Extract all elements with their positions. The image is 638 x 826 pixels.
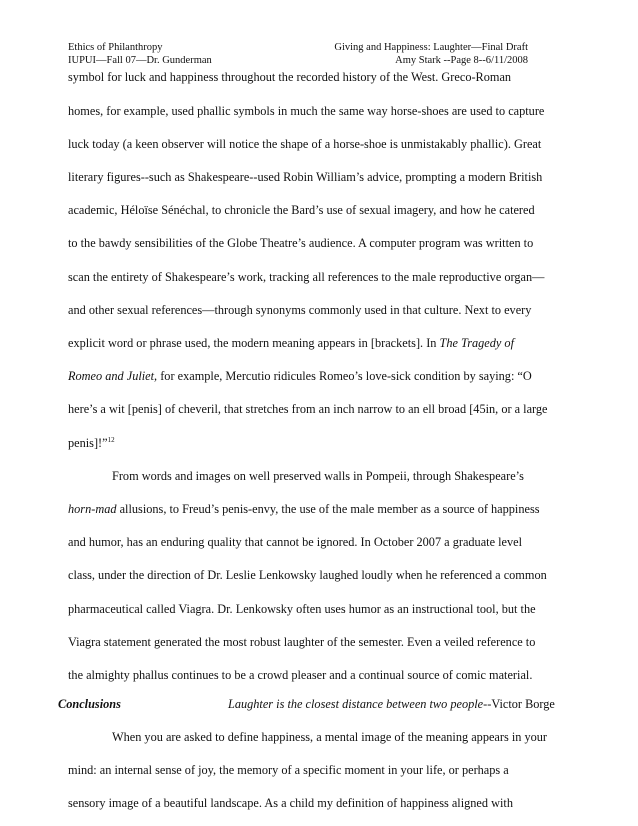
body-line: literary figures--such as Shakespeare--used Robin William’s advice, prompting a modern British — [68, 170, 543, 184]
body-line: When you are asked to define happiness, a mental image of the meaning appears in your — [112, 730, 548, 744]
body-line — [68, 436, 115, 450]
body-text: for example, Mercutio ridicules Romeo’s love-sick condition by saying: “O — [157, 369, 532, 383]
body-line: mind: an internal sense of joy, the memory of a specific moment in your life, or perhaps a — [68, 763, 509, 777]
body-line — [68, 369, 532, 383]
body-line: From words and images on well preserved walls in Pompeii, through Shakespeare’s — [112, 469, 524, 483]
running-header-left — [68, 41, 212, 67]
body-line: symbol for luck and happiness throughout the recorded history of the West. Greco-Roman — [68, 70, 512, 84]
body-line: and humor, has an enduring quality that cannot be ignored. In October 2007 a graduate level — [68, 535, 523, 549]
epigraph-quote: Laughter is the closest distance between two people — [228, 697, 484, 711]
course-info: IUPUI—Fall 07—Dr. Gunderman — [68, 55, 212, 66]
body-line — [68, 502, 540, 516]
play-title: The Tragedy of — [439, 336, 514, 350]
body-line: pharmaceutical called Viagra. Dr. Lenkowsky often uses humor as an instructional tool, but the — [68, 602, 536, 616]
body-text: explicit word or phrase used, the modern meaning appears in [brackets]. In — [68, 336, 440, 350]
body-line: the almighty phallus continues to be a crowd pleaser and a continual source of comic material. — [68, 668, 533, 682]
body-line — [68, 336, 514, 350]
section-heading: Conclusions — [58, 697, 121, 711]
body-line: sensory image of a beautiful landscape. As a child my definition of happiness aligned with — [68, 796, 513, 810]
body-line: scan the entirety of Shakespeare’s work, tracking all references to the male reproductive organ— — [68, 270, 545, 284]
body-line: here’s a wit [penis] of cheveril, that stretches from an inch narrow to an ell broad [45in, or a large — [68, 402, 548, 416]
body-text: allusions, to Freud’s penis-envy, the use of the male member as a source of happiness — [116, 502, 540, 516]
body-text: penis]!” — [68, 436, 108, 450]
body-line: to the bawdy sensibilities of the Globe Theatre’s audience. A computer program was written to — [68, 236, 534, 250]
body-line: class, under the direction of Dr. Leslie Lenkowsky laughed loudly when he referenced a common — [68, 568, 547, 582]
footnote-reference: 12 — [107, 435, 115, 444]
body-line: luck today (a keen observer will notice the shape of a horse-shoe is unmistakably phallic). Great — [68, 137, 542, 151]
paper-title: Giving and Happiness: Laughter—Final Draft — [334, 42, 528, 53]
play-title: Romeo and Juliet, — [68, 369, 158, 383]
emphasis-text: horn-mad — [68, 502, 117, 516]
running-header-right — [334, 41, 528, 67]
course-title: Ethics of Philanthropy — [68, 42, 163, 53]
epigraph — [228, 697, 555, 711]
body-line: homes, for example, used phallic symbols in much the same way horse-shoes are used to capture — [68, 104, 545, 118]
epigraph-author: --Victor Borge — [483, 697, 555, 711]
body-line: and other sexual references—through synonyms commonly used in that culture. Next to every — [68, 303, 532, 317]
body-line: academic, Héloïse Sénéchal, to chronicle the Bard’s use of sexual imagery, and how he catered — [68, 203, 535, 217]
author-page-date: Amy Stark --Page 8--6/11/2008 — [395, 55, 528, 66]
body-line: Viagra statement generated the most robust laughter of the semester. Even a veiled reference to — [68, 635, 536, 649]
